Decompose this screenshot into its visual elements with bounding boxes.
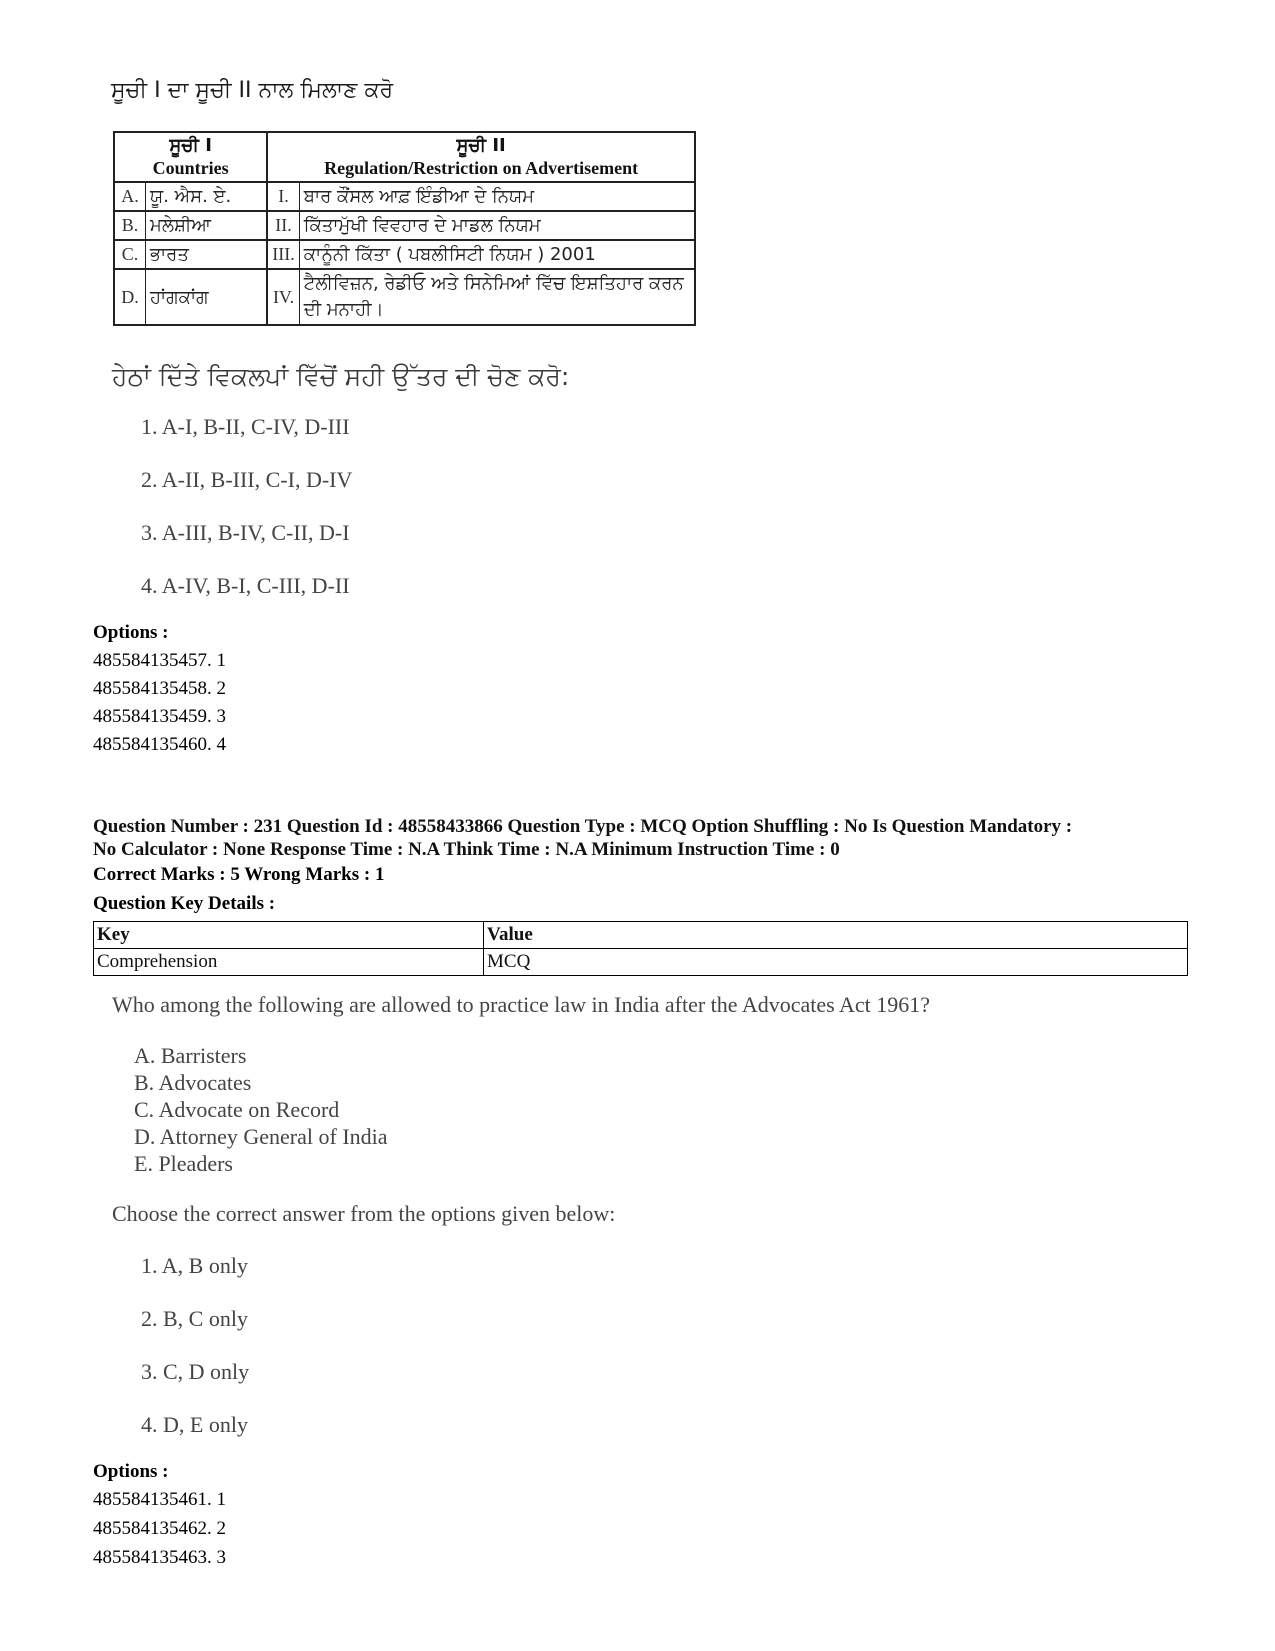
- regulation-cell: ਟੈਲੀਵਿਜ਼ਨ, ਰੇਡੀਓ ਅਤੇ ਸਿਨੇਮਿਆਂ ਵਿੱਚ ਇਸ਼ਤਿਹਾਰ ਕਰਨ ਦੀ ਮਨਾਹੀ।: [299, 269, 695, 325]
- statement-item: E. Pleaders: [134, 1151, 233, 1176]
- options-heading: Options :: [93, 622, 169, 643]
- match-instruction: ਹੇਠਾਂ ਦਿੱਤੇ ਵਿਕਲਪਾਂ ਵਿੱਚੋਂ ਸਹੀ ਉੱਤਰ ਦੀ ਚੋਣ ਕਰੋ:: [112, 362, 570, 391]
- regulation-cell: ਕਾਨੂੰਨੀ ਕਿੱਤਾ ( ਪਬਲੀਸਿਟੀ ਨਿਯਮ ) 2001: [299, 240, 695, 269]
- option-item: 485584135458. 2: [93, 678, 226, 699]
- row-label: II.: [267, 211, 299, 240]
- statement-item: C. Advocate on Record: [134, 1097, 340, 1122]
- header-key: Key: [94, 922, 484, 949]
- answer-choice: 3. C, D only: [141, 1359, 250, 1384]
- row-label: A.: [114, 182, 146, 211]
- row-label: I.: [267, 182, 299, 211]
- match-choice: 3. A-III, B-IV, C-II, D-I: [141, 520, 350, 545]
- question-meta-line1: Question Number : 231 Question Id : 48558433866 Question Type : MCQ Option Shuffling : No Is Question Mandatory :: [93, 816, 1073, 837]
- match-row: [114, 269, 695, 325]
- row-key: Comprehension: [94, 949, 484, 976]
- match-row: [114, 182, 695, 211]
- option-item: 485584135461. 1: [93, 1489, 226, 1510]
- question-meta-line2: No Calculator : None Response Time : N.A Think Time : N.A Minimum Instruction Time : 0: [93, 839, 840, 860]
- match-row: [114, 211, 695, 240]
- list1-header-en: Countries: [152, 158, 229, 178]
- match-table: [113, 131, 696, 326]
- row-label: III.: [267, 240, 299, 269]
- question-meta: [93, 815, 1193, 861]
- list2-header: [267, 132, 695, 182]
- marks-info: Correct Marks : 5 Wrong Marks : 1: [93, 864, 385, 885]
- row-value: MCQ: [484, 949, 1188, 976]
- answer-choice: 4. D, E only: [141, 1412, 248, 1437]
- table-header-row: [94, 922, 1188, 949]
- country-cell: ਹਾਂਗਕਾਂਗ: [146, 269, 268, 325]
- match-row: [114, 240, 695, 269]
- row-label: D.: [114, 269, 146, 325]
- list2-header-pa: ਸੂਚੀ II: [456, 135, 506, 156]
- option-item: 485584135457. 1: [93, 650, 226, 671]
- list1-header: [114, 132, 267, 182]
- country-cell: ਯੂ. ਐਸ. ਏ.: [146, 182, 268, 211]
- table-row: [94, 949, 1188, 976]
- statement-item: A. Barristers: [134, 1043, 247, 1068]
- option-item: 485584135463. 3: [93, 1547, 226, 1568]
- option-item: 485584135459. 3: [93, 706, 226, 727]
- question-instruction: Choose the correct answer from the options given below:: [112, 1201, 616, 1226]
- option-item: 485584135462. 2: [93, 1518, 226, 1539]
- statement-item: B. Advocates: [134, 1070, 252, 1095]
- regulation-cell: ਬਾਰ ਕੌਂਸਲ ਆਫ਼ ਇੰਡੀਆ ਦੇ ਨਿਯਮ: [299, 182, 695, 211]
- key-details-heading: Question Key Details :: [93, 893, 276, 914]
- question-prompt: Who among the following are allowed to practice law in India after the Advocates Act 1961?: [112, 992, 930, 1017]
- key-details-table: [93, 921, 1188, 976]
- options-heading: Options :: [93, 1461, 169, 1482]
- header-value: Value: [484, 922, 1188, 949]
- row-label: IV.: [267, 269, 299, 325]
- regulation-cell: ਕਿੱਤਾਮੁੱਖੀ ਵਿਵਹਾਰ ਦੇ ਮਾਡਲ ਨਿਯਮ: [299, 211, 695, 240]
- country-cell: ਮਲੇਸ਼ੀਆ: [146, 211, 268, 240]
- match-choice: 1. A-I, B-II, C-IV, D-III: [141, 414, 350, 439]
- option-item: 485584135460. 4: [93, 734, 226, 755]
- country-cell: ਭਾਰਤ: [146, 240, 268, 269]
- statement-item: D. Attorney General of India: [134, 1124, 388, 1149]
- row-label: B.: [114, 211, 146, 240]
- list2-header-en: Regulation/Restriction on Advertisement: [324, 158, 639, 178]
- answer-choice: 2. B, C only: [141, 1306, 248, 1331]
- match-choice: 2. A-II, B-III, C-I, D-IV: [141, 467, 353, 492]
- match-question-title: ਸੂਚੀ I ਦਾ ਸੂਚੀ II ਨਾਲ ਮਿਲਾਣ ਕਰੋ: [111, 78, 394, 103]
- answer-choice: 1. A, B only: [141, 1253, 248, 1278]
- match-choice: 4. A-IV, B-I, C-III, D-II: [141, 573, 350, 598]
- row-label: C.: [114, 240, 146, 269]
- list1-header-pa: ਸੂਚੀ I: [169, 135, 212, 156]
